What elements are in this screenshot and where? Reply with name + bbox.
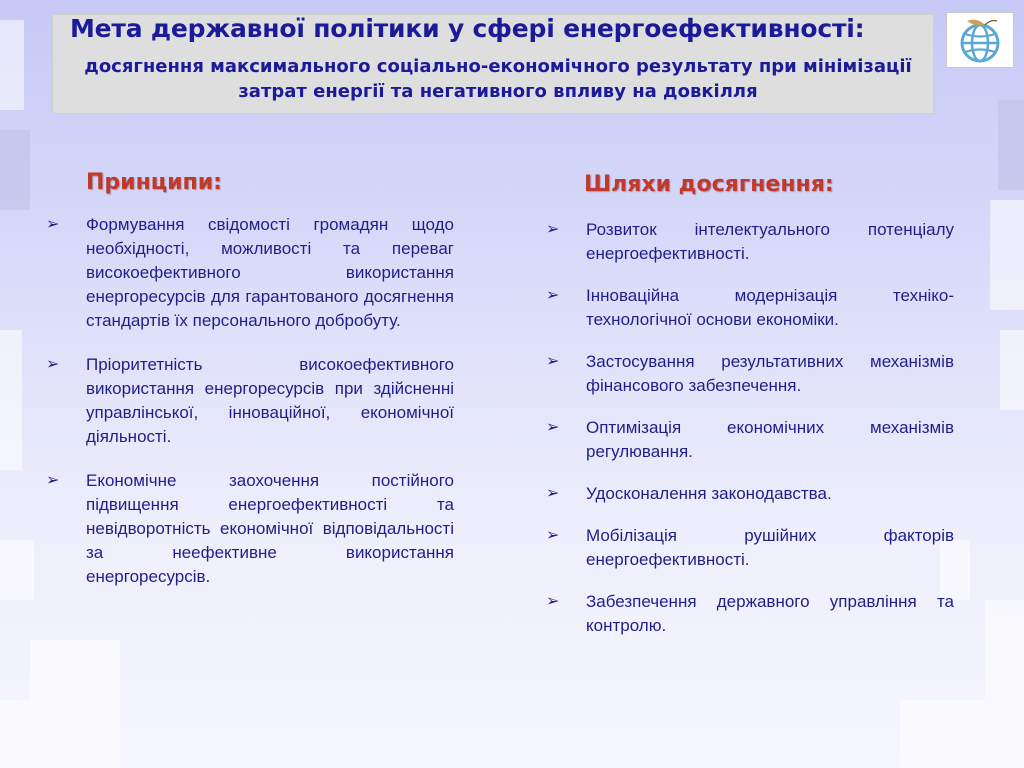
- list-item: [546, 590, 954, 638]
- arrow-bullet-icon: ➢: [546, 221, 560, 238]
- list-item-text: Розвиток інтелектуального потенціалу енергоефективності.: [586, 220, 954, 263]
- list-item-text: Оптимізація економічних механізмів регулювання.: [586, 418, 954, 461]
- list-item: [546, 524, 954, 572]
- background-tile: [0, 700, 30, 768]
- background-tile: [30, 640, 120, 768]
- list-item-text: Інноваційна модернізація техніко-технологічної основи економіки.: [586, 286, 954, 329]
- arrow-bullet-icon: ➢: [46, 356, 60, 373]
- ways-list: [546, 218, 954, 656]
- list-item-text: Економічне заохочення постійного підвищення енергоефективності та невідворотність економічної відповідальності за неефективне використання енергоресурсів.: [86, 471, 454, 586]
- background-tile: [990, 200, 1024, 310]
- arrow-bullet-icon: ➢: [546, 593, 560, 610]
- principles-list: [46, 213, 454, 609]
- globe-leaf-icon: [947, 13, 1013, 67]
- arrow-bullet-icon: ➢: [546, 353, 560, 370]
- list-item-text: Застосування результативних механізмів фінансового забезпечення.: [586, 352, 954, 395]
- arrow-bullet-icon: ➢: [546, 287, 560, 304]
- background-tile: [0, 130, 30, 210]
- list-item-text: Мобілізація рушійних факторів енергоефективності.: [586, 526, 954, 569]
- background-tile: [1000, 330, 1024, 410]
- background-tile: [998, 100, 1024, 190]
- arrow-bullet-icon: ➢: [546, 419, 560, 436]
- background-tile: [985, 600, 1024, 700]
- list-item: [46, 213, 454, 333]
- logo: [946, 12, 1014, 68]
- list-item-text: Забезпечення державного управління та контролю.: [586, 592, 954, 635]
- list-item: [546, 218, 954, 266]
- list-item: [546, 284, 954, 332]
- page-title: Мета державної політики у сфері енергоефективності:: [70, 14, 865, 43]
- list-item: [46, 353, 454, 449]
- list-item: [546, 482, 954, 506]
- arrow-bullet-icon: ➢: [546, 527, 560, 544]
- background-tile: [0, 540, 34, 600]
- arrow-bullet-icon: ➢: [546, 485, 560, 502]
- principles-heading: Принципи:: [86, 170, 222, 195]
- page-subtitle: досягнення максимального соціально-економічного результату при мінімізації затрат енергії та негативного впливу на довкілля: [84, 56, 912, 102]
- list-item-text: Удосконалення законодавства.: [586, 484, 832, 503]
- list-item: [46, 469, 454, 589]
- list-item-text: Пріоритетність високоефективного використання енергоресурсів при здійсненні управлінської, інноваційної, економічної діяльності.: [86, 355, 454, 446]
- arrow-bullet-icon: ➢: [46, 472, 60, 489]
- ways-heading: Шляхи досягнення:: [584, 172, 834, 197]
- list-item: [546, 350, 954, 398]
- background-tile: [900, 700, 1024, 768]
- list-item: [546, 416, 954, 464]
- arrow-bullet-icon: ➢: [46, 216, 60, 233]
- background-tile: [0, 330, 22, 470]
- background-tile: [0, 20, 24, 110]
- list-item-text: Формування свідомості громадян щодо необхідності, можливості та переваг високоефективного використання енергоресурсів для гарантованого досягнення стандартів їх персонального добробуту.: [86, 215, 454, 330]
